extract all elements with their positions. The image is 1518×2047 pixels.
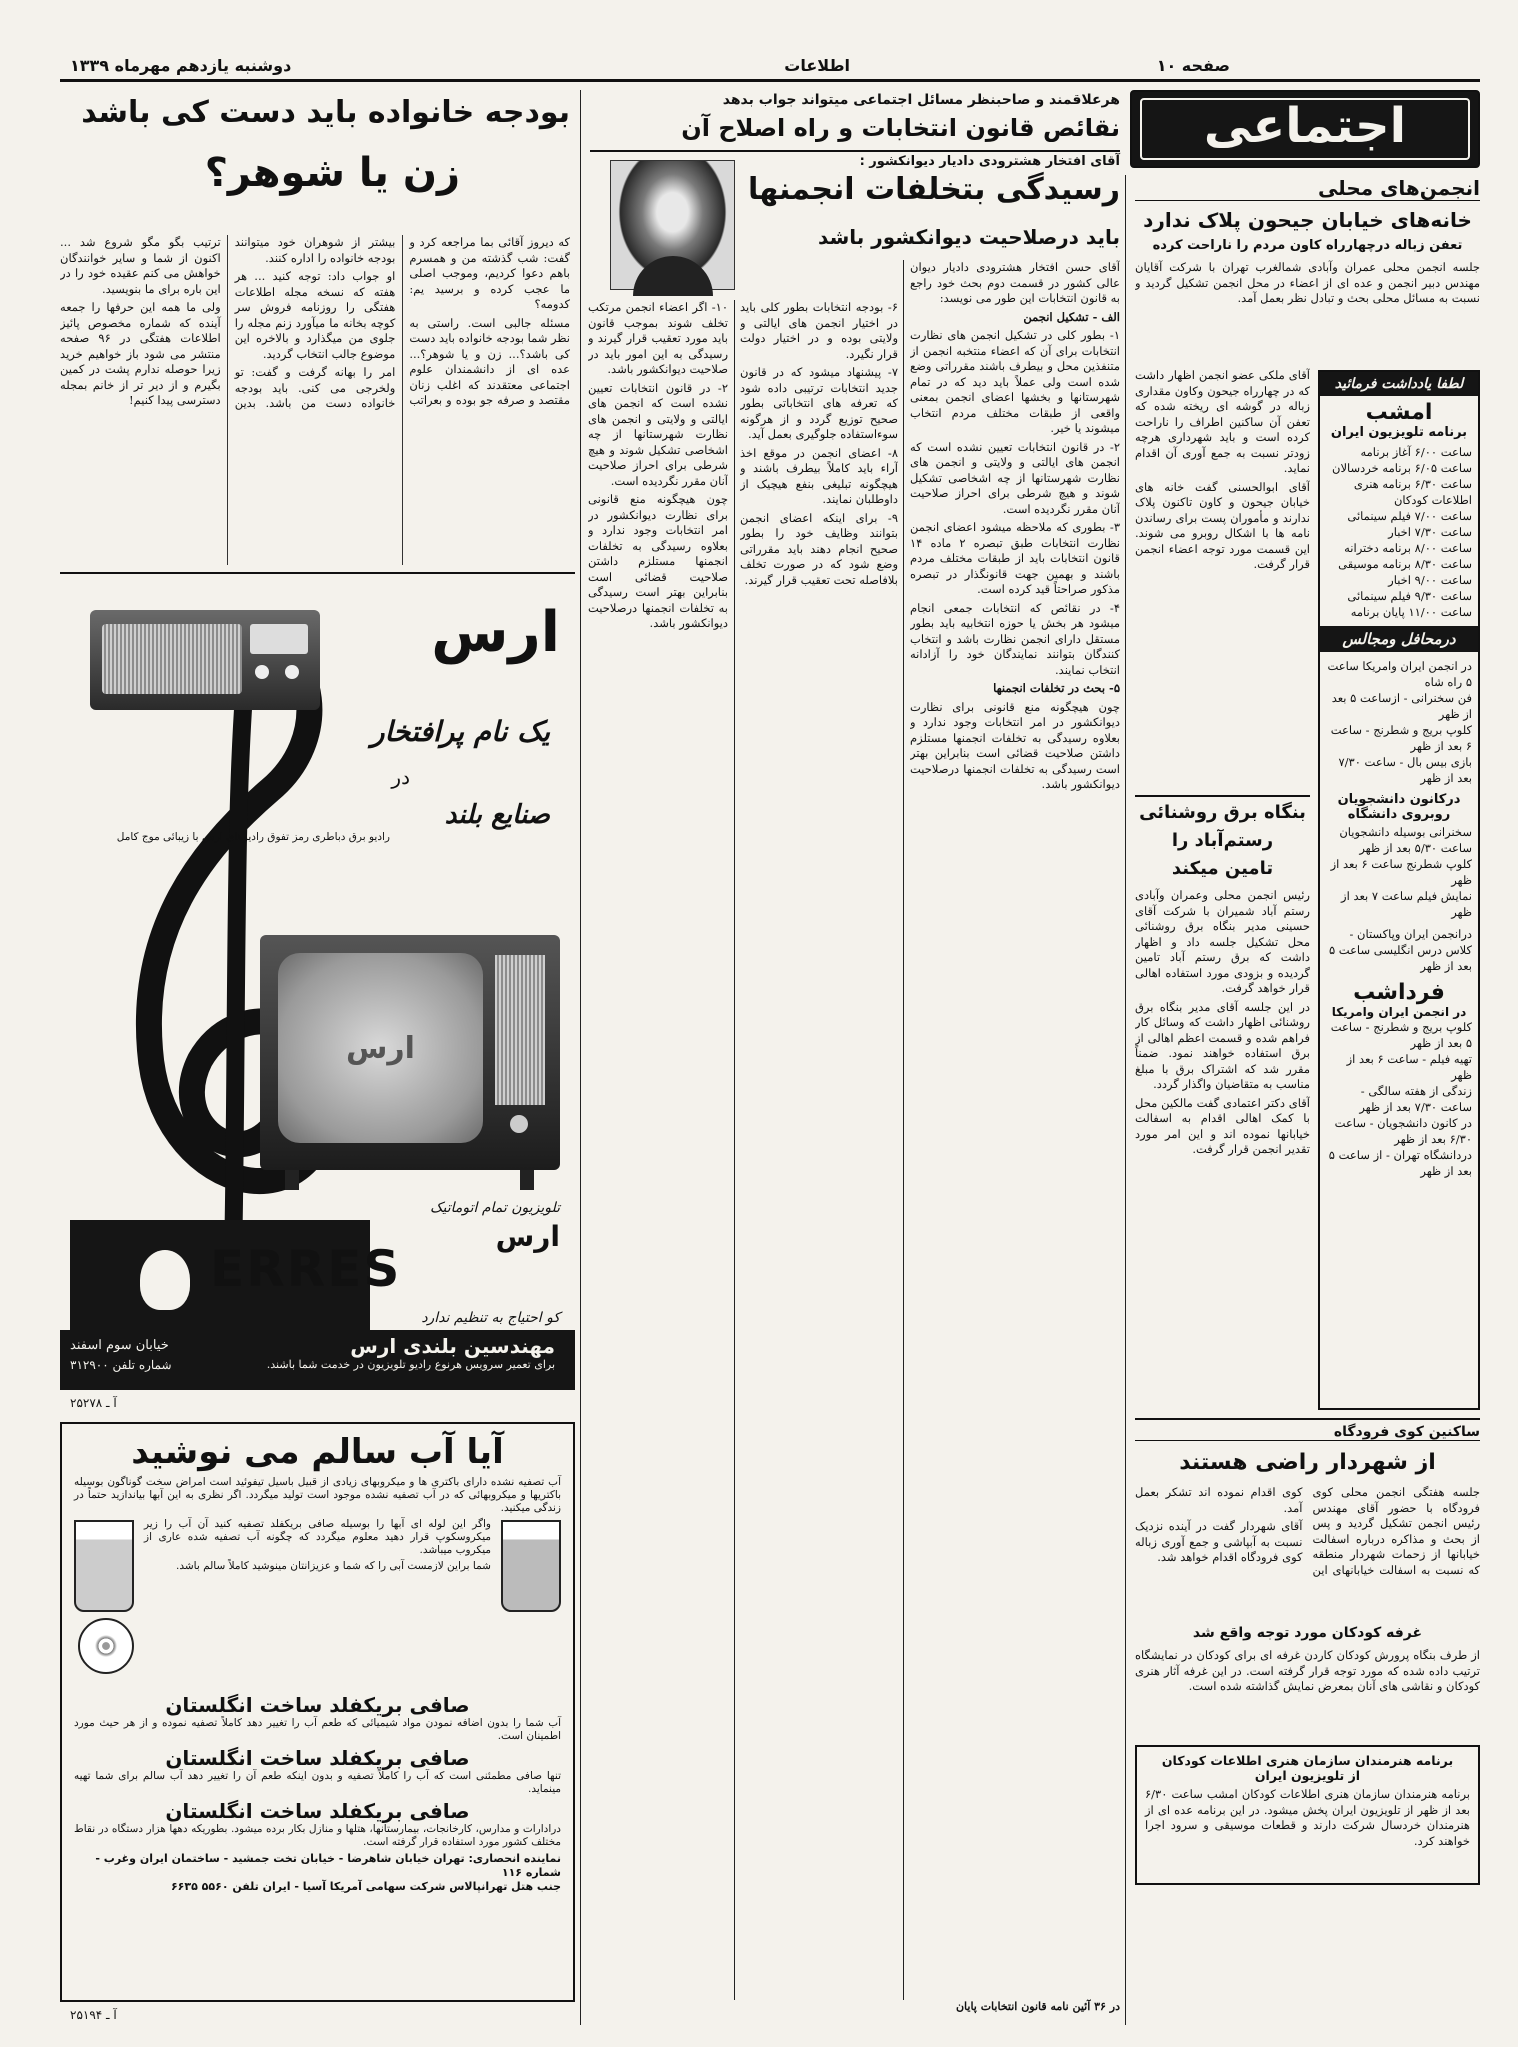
erres-dealer-note: برای تعمیر سرویس هرنوع رادیو تلویزیون در خدمت شما باشند. — [266, 1358, 555, 1371]
erres-ad — [60, 580, 575, 1395]
power-para: آقای دکتر اعتمادی گفت مالکین محل با کمک اهالی اقدام به اسفالت خیابانها نموده اند و این امر مورد تقدیر انجمن قرار گرفت. — [1135, 1095, 1310, 1156]
tv-clubs-list — [1326, 658, 1472, 786]
family-para: امر را بهانه گرفت و گفت: تو ولخرجی می کنی. باید بودجه خانواده دست من باشد. بدین ترتیب بگو مگو شروع شد ... اکنون از شما و سایر خوانندگان خواهش می کنم عقیده خود را در این باره برای ما بنویسید. — [60, 235, 396, 410]
tomorrow-row: کلوپ بریج و شطرنج - ساعت ۵ بعد از ظهر — [1330, 1020, 1472, 1050]
tv-students-title: درکانون دانشجویان روبروی دانشگاه — [1337, 792, 1461, 822]
water-agent: نماینده انحصاری: تهران خیابان شاهرضا - خیابان تخت جمشید - ساختمان ایران وغرب - شماره ۱۱۶ — [95, 1852, 561, 1879]
lead-para: ۹- برای اینکه اعضای انجمن بتوانند وظایف خود را بطور صحیح انجام دهند باید مقرراتی وضع شود که در صورت تخلف بلافاصله تحت تعقیب قرار گیرند. — [740, 510, 898, 587]
power-title3: تامین میکند — [1171, 858, 1274, 879]
local-heading: انجمن‌های محلی — [1135, 176, 1480, 201]
lead-para: ۳- بطوری که ملاحظه میشود اعضای انجمن نظارت انتخابات طبق تبصره ۲ ماده ۱۴ قانون انتخابات باید از طبقات مختلف مردم باشند و بهمین جهت قانونگذار در تبصره مذکور صراحتاً قید کرده است. — [910, 520, 1120, 596]
tomorrow-row: در کانون دانشجویان - ساعت ۶/۳۰ بعد از ظهر — [1334, 1116, 1472, 1146]
tv-program-row: ساعت ۸/۳۰ برنامه موسیقی — [1338, 557, 1472, 571]
club-row: بازی بیس بال - ساعت ۷/۳۰ بعد از ظهر — [1338, 755, 1472, 785]
tv-clubs-title: درمحافل ومجالس — [1320, 626, 1478, 652]
kids-tv-box — [1135, 1745, 1480, 1885]
kids-title: غرفه کودکان مورد توجه واقع شد — [1192, 1625, 1423, 1641]
masthead-date: دوشنبه یازدهم مهرماه ۱۳۳۹ — [70, 56, 292, 75]
erres-brand-fa: ارس — [431, 600, 560, 665]
club-row: فن سخنرانی - ازساعت ۵ بعد از ظهر — [1331, 691, 1472, 721]
tv-tomorrow-list — [1326, 1019, 1472, 1179]
erres-address: خیابان سوم اسفند — [70, 1338, 169, 1353]
lead-para: آقای حسن افتخار هشترودی دادیار دیوان عالی کشور در قسمت دوم بحث خود راجع به قانون انتخابات این طور می نویسد: — [910, 260, 1120, 305]
section-title: اجتماعی — [1203, 98, 1407, 154]
lead-title1: رسیدگی بتخلفات انجمنها — [747, 172, 1120, 207]
tv-brand: ارس — [495, 1220, 560, 1253]
tv-program-row: ساعت ۸/۰۰ برنامه دخترانه — [1344, 541, 1472, 555]
masthead-paper: اطلاعات — [784, 56, 850, 75]
water-product: صافی بریکفلد ساخت انگلستان — [165, 1693, 470, 1717]
tv-program-box — [1318, 370, 1480, 1410]
lead-para: ۸- اعضای انجمن در موقع اخذ آراء باید کاملاً بیطرف باشند و هیچگونه تبلیغی بنفع هیچیک از داوطلبان نمایند. — [740, 445, 898, 506]
kids-tv-title1: برنامه هنرمندان سازمان هنری اطلاعات کودکان — [1161, 1753, 1454, 1768]
bird-icon — [140, 1250, 190, 1310]
local-body-cont — [1135, 368, 1310, 788]
tv-program-row: ساعت ۶/۰۰ آغاز برنامه — [1360, 445, 1472, 459]
water-body: شما براین لازمست آبی را که شما و عزیزانتان مینوشید کاملاً سالم باشد. — [176, 1560, 491, 1572]
tv-program-row: ساعت ۹/۰۰ اخبار — [1388, 573, 1472, 587]
masthead — [60, 52, 1480, 82]
power-title2: رستم‌آباد را — [1171, 830, 1274, 851]
water-body: درادارات و مدارس، کارخانجات، بیمارستانها، هتلها و منازل بکار برده میشود. بطوریکه دهها هزار دستگاه در نقاط مختلف کشور مورد استفاده قرار گرفته است. — [74, 1823, 561, 1848]
family-headline2: زن یا شوهر؟ — [204, 150, 460, 196]
author-portrait — [610, 160, 735, 290]
tv-screen-label: ارس — [346, 1031, 415, 1066]
family-body — [60, 235, 570, 565]
tv-box-title: لطفا یادداشت فرمائید — [1320, 372, 1478, 396]
erres-brand-en: ERRES — [210, 1240, 402, 1298]
water-ad-code: آ ـ ۲۵۱۹۴ — [70, 2008, 117, 2022]
water-ad — [60, 1422, 575, 2002]
tv-program-row: ساعت ۹/۳۰ فیلم سینمائی — [1347, 589, 1472, 603]
student-row: سخنرانی بوسیله دانشجویان ساعت ۵/۳۰ بعد از ظهر — [1339, 825, 1472, 855]
glass-illustration — [74, 1520, 134, 1612]
lead-body-right — [910, 260, 1120, 2000]
mayor-title: از شهردار راضی هستند — [1179, 1450, 1436, 1475]
tv-program-row: ساعت ۱۱/۰۰ پایان برنامه — [1350, 605, 1472, 619]
lead-body-far — [588, 300, 728, 1980]
local-para: آقای ملکی عضو انجمن اظهار داشت که در چهارراه جیحون وکاون مقداری زباله در گوشه ای ریخته شده که تعفن آن ساکنین اطراف را ناراحت کرده است و باید شهرداری هرچه زودتر نسبت به جمع آوری آن اقدام نماید. — [1135, 368, 1310, 475]
local-para: جلسه انجمن محلی عمران وآبادی شمالغرب تهران با شرکت آقایان مهندس دبیر انجمن و عده ای از اعضاء در محل انجمن تشکیل گردید و نسبت به مسائل محلی بحث و تبادل نظر بعمل آمد. — [1135, 260, 1480, 305]
section-banner — [1130, 90, 1480, 168]
tv-program-title: برنامه تلویزیون ایران — [1330, 425, 1468, 440]
water-product: صافی بریکفلد ساخت انگلستان — [165, 1799, 470, 1823]
water-headline: آیا آب سالم می نوشید — [131, 1432, 504, 1472]
radio-illustration — [90, 610, 320, 710]
radio-caption: رادیو برق دباطری رمز تفوق رادیوهای ارس با زیبائی موج کامل — [116, 831, 390, 843]
power-title1: بنگاه برق روشنائی — [1139, 802, 1306, 823]
lead-para: ۷- پیشنهاد میشود که در قانون جدید انتخابات ترتیبی داده شود که تعرفه های انتخاباتی بطور صحیح توزیع گردد و از هرگونه سوءاستفاده جلوگیری بعمل آید. — [740, 365, 898, 441]
water-product: صافی بریکفلد ساخت انگلستان — [165, 1746, 470, 1770]
local-para: آقای ابوالحسنی گفت خانه های خیابان جیحون و کاون تاکنون پلاک ندارند و مأموران پست برای رساندن نامه ها با اشکال روبرو می شوند. این قسمت مورد توجه اعضاء انجمن قرار گرفت. — [1135, 479, 1310, 571]
erres-phone: شماره تلفن ۳۱۲۹۰۰ — [70, 1358, 172, 1372]
water-body: آب شما را بدون اضافه نمودن مواد شیمیائی که طعم آب را تغییر دهد کاملاً تصفیه نموده و از هر حیث مورد اطمینان است. — [74, 1717, 561, 1742]
mayor-para: آقای شهردار گفت در آینده نزدیک نسبت به آبپاشی و جمع آوری زباله کوی فرودگاه اقدام خواهد شد. — [1135, 1519, 1303, 1564]
mayor-body — [1135, 1485, 1480, 1615]
tv-tomorrow: فرداشب — [1353, 980, 1445, 1005]
family-headline1: بودجه خانواده باید دست کی باشد — [81, 95, 570, 130]
lead-para: ۲- در قانون انتخابات تعیین نشده است که انجمن های ایالتی و ولایتی و انجمن های نظارت شهرستانها از چه اشخاصی تشکیل شوند و هیچ شرطی برای احراز صلاحیت آنان مقرر نگردیده است. — [588, 380, 728, 488]
tv-iranpak: درانجمن ایران وپاکستان - کلاس درس انگلیسی ساعت ۵ بعد از ظهر — [1328, 927, 1472, 973]
tv-program-row: ساعت ۷/۳۰ اخبار — [1388, 525, 1472, 539]
kids-para: از طرف بنگاه پرورش کودکان کاردن غرفه ای برای کودکان در نمایشگاه ترتیب داده شده که مورد توجه قرار گرفته است. در این غرفه آثار هنری کودکان و نقاشی های آنان بمعرض نمایش گذاشته شده است. — [1135, 1648, 1480, 1693]
lead-subhead: ۵- بحث در تخلفات انجمنها — [993, 681, 1120, 695]
lead-body-left — [740, 300, 898, 1980]
glass-illustration — [501, 1520, 561, 1612]
lead-continued: در ۳۶ آئین نامه قانون انتخابات پایان — [955, 2000, 1120, 2013]
family-para: که دیروز آقائی بما مراجعه کرد و گفت: شب گذشته من و همسرم باهم دعوا کردیم، وموجب اصلی ما عجب کرده و برسید یم: کدومه؟ — [409, 235, 570, 311]
power-body — [1135, 888, 1310, 1388]
lead-para: چون هیچگونه منع قانونی برای نظارت دیوانکشور در امر انتخابات وجود ندارد و بعلاوه رسیدگی به تخلفات انجمنها مستلزم داشتن صلاحیت قضائی است بنابراین بهتر است رسیدگی به تخلفات انجمنها درصلاحیت دیوانکشور باشد. — [910, 699, 1120, 791]
water-body: واگر این لوله ای آبها را بوسیله صافی بریکفلد تصفیه کنید آن آب را زیر میکروسکوپ قرار دهید معلوم میگردد که چگونه آب تصفیه شده عاری از میکروب میباشد. — [144, 1518, 491, 1556]
tomorrow-row: زندگی از هفته سالگی - ساعت ۷/۳۰ بعد از ظهر — [1359, 1084, 1472, 1114]
lead-kicker: هرعلاقمند و صاحبنظر مسائل اجتماعی میتواند جواب بدهد — [722, 92, 1120, 108]
lead-subhead: الف - تشکیل انجمن — [1023, 309, 1120, 324]
lead-byline: آقای افتخار هشترودی دادیار دیوانکشور : — [859, 154, 1120, 169]
lead-headline: نقائص قانون انتخابات و راه اصلاح آن — [681, 114, 1120, 142]
lead-para: ۲- در قانون انتخابات تعیین نشده است که انجمن های ایالتی و ولایتی و انجمن های نظارت شهرستانها از چه اشخاصی تشکیل شوند و هیچ شرطی برای احراز صلاحیت آنان مقرر نگردیده است. — [910, 439, 1120, 516]
lead-para: ۴- در نقائص که انتخابات جمعی انجام میشود هر بخش یا حوزه انتخابیه باید بطور مستقل دارای انجمن نظارت باشد و انتخاب کنندگان بتوانند نمایندگان خود را آزادانه انتخاب نمایند. — [910, 600, 1120, 677]
local-body — [1135, 260, 1480, 365]
tomorrow-row: تهیه فیلم - ساعت ۶ بعد از ظهر — [1346, 1052, 1472, 1082]
tv-illustration — [260, 935, 560, 1170]
student-row: کلوپ شطرنج ساعت ۶ بعد از ظهر — [1330, 857, 1472, 887]
mayor-para: جلسه هفتگی انجمن محلی کوی فرودگاه با حضور آقای مهندس رئیس انجمن تشکیل گردید و پس از بحث و مذاکره درباره اسفالت خیابانها از زحمات شهردار منطقه که نسبت به اسفالت خیابانهای این کوی اقدام نموده اند تشکر بعمل آمد. — [1135, 1485, 1480, 1577]
tv-program-list — [1326, 444, 1472, 620]
local-subtitle: تعفن زباله درچهارراه کاون مردم را ناراحت کرده — [1152, 238, 1463, 253]
local-title: خانه‌های خیابان جیحون پلاک ندارد — [1143, 208, 1472, 232]
tv-program-row: ساعت ۶/۰۵ برنامه خردسالان — [1332, 461, 1472, 475]
lead-title2: باید درصلاحیت دیوانکشور باشد — [818, 225, 1120, 249]
water-body: آب تصفیه نشده دارای باکتری ها و میکروبهای زیادی از قبیل باسیل تیفوئید است امراض سخت گوناگون بوسیله باکتریها و میکروبهائی که در آب تصفیه نشده موجود است تولید میگردد. اگر نظری به این آبها بیاندازید حتماً در زندگی میکنید. — [74, 1476, 561, 1514]
kids-body — [1135, 1648, 1480, 1738]
tv-tomorrow-sub: در انجمن ایران وامریکا — [1331, 1005, 1467, 1019]
water-body: تنها صافی مطمئنی است که آب را کاملاً تصفیه و بدون اینکه طعم آن را تغییر دهد آب سالم برای شما تهیه مینماید. — [74, 1770, 561, 1795]
lead-para: ۱۰- اگر اعضاء انجمن مرتکب تخلف شوند بموجب قانون باید مورد تعقیب قرار گیرند و رسیدگی به این امور باید در صلاحیت دیوانکشور باشد. — [588, 300, 728, 376]
lead-para: ۱- بطور کلی در تشکیل انجمن های نظارت انتخابات برای آن که اعضاء منتخبه انجمن از متنفذین محل و بیطرف باشند مقرراتی وضع شده است ولی عملاً باید دید که در تمام شهرستانها و بخشها اعضای انجمن بمعنی واقعی از طبقات مختلف مردم انتخاب میشوند یا خیر. — [910, 328, 1120, 435]
kids-tv-title2: از تلویزیون ایران — [1254, 1768, 1361, 1783]
tv-program-row: ساعت ۶/۳۰ برنامه هنری اطلاعات کودکان — [1353, 477, 1472, 507]
kids-tv-para: برنامه هنرمندان سازمان هنری اطلاعات کودکان امشب ساعت ۶/۳۰ بعد از ظهر از تلویزیون ایران پخش میشود. در این برنامه عده ای از هنرمندان خردسال شرکت دارند و قطعات موسیقی و سرود اجرا خواهند کرد. — [1145, 1787, 1470, 1848]
power-para: رئیس انجمن محلی وعمران وآبادی رستم آباد شمیران با شرکت آقای حسینی مدیر بنگاه برق روشنائی محل تشکیل جلسه داد و اظهار داشت که برق رستم آباد تامین گردیده و بزودی مورد استفاده اهالی قرار خواهد گرفت. — [1135, 888, 1310, 995]
erres-tagline: کو احتیاج به تنظیم ندارد — [421, 1310, 560, 1326]
lead-para: ۶- بودجه انتخابات بطور کلی باید در اختیار انجمن های ایالتی و ولایتی بوده و در اختیار دولت قرار نگیرد. — [740, 300, 898, 361]
family-para: ولی ما همه این حرفها را جمعه آینده که شماره مخصوص پائیز اطلاعات هفتگی در ۹۶ صفحه منتشر می شود باز خواهیم خرید زیرا حوصله ندارم پشت در کمین بگیرم و از دیر تر از خانم بمجله دسترسی پیدا کنیم! — [60, 300, 221, 407]
tv-program-row: ساعت ۷/۰۰ فیلم سینمائی — [1347, 509, 1472, 523]
mayor-heading: ساکنین کوی فرودگاه — [1135, 1424, 1480, 1441]
family-para: او جواب داد: توجه کنید ... هر هفته که نسخه مجله اطلاعات هفتگی را روزنامه فروش سر کوچه بخانه ما میآورد زنم مجله را جلوی من میگذارد و بالاخره این موضوع جالب انتخاب گردید. — [234, 269, 396, 361]
erres-slogan2: در — [391, 765, 410, 789]
microscope-view — [78, 1618, 134, 1674]
erres-ad-code: آ ـ ۲۵۲۷۸ — [70, 1396, 117, 1410]
water-phone: جنب هتل تهرانپالاس شرکت سهامی آمریکا آسیا - ایران تلفن ۵۵۶۰ ۶۶۳۵ — [170, 1880, 561, 1893]
power-para: در این جلسه آقای مدیر بنگاه برق روشنائی اظهار داشت که وسائل کار فراهم شده و قسمت اعظم اهالی از برق استفاده خواهند نمود. ضمناً مقرر شد که اشتراک برق با مبلغ مناسب به متقاضیان واگذار گردد. — [1135, 999, 1310, 1091]
tomorrow-row: دردانشگاه تهران - از ساعت ۵ بعد از ظهر — [1328, 1148, 1472, 1178]
masthead-page: صفحه ۱۰ — [1156, 56, 1230, 75]
club-row: کلوپ بریج و شطرنج - ساعت ۶ بعد از ظهر — [1330, 723, 1472, 753]
tv-caption: تلویزیون تمام اتوماتیک — [429, 1200, 560, 1216]
family-para: مسئله جالبی است. راستی به نظر شما بودجه خانواده باید دست کی باشد؟... زن و یا شوهر؟... عده ای از دانشمندان علوم اجتماعی معتقدند که اغلب زنان مقتصد و صرفه جو بوده و بعراتب بیشتر از شوهران خود میتوانند بودجه خانواده را اداره کنند. — [234, 235, 570, 407]
tv-students-list — [1326, 824, 1472, 920]
student-row: نمایش فیلم ساعت ۷ بعد از ظهر — [1341, 889, 1472, 919]
club-row: در انجمن ایران وامریکا ساعت ۵ راه شاه — [1327, 659, 1472, 689]
erres-dealer-name: مهندسین بلندی ارس — [350, 1334, 555, 1358]
tv-tonight: امشب — [1365, 400, 1433, 425]
lead-para: چون هیچگونه منع قانونی برای نظارت دیوانکشور در امر انتخابات وجود ندارد و بعلاوه رسیدگی به تخلفات انجمنها مستلزم داشتن صلاحیت قضائی است بنابراین بهتر است رسیدگی به تخلفات انجمنها درصلاحیت دیوانکشور باشد. — [588, 492, 728, 630]
erres-slogan1: یک نام پرافتخار — [371, 715, 550, 748]
erres-slogan3: صنایع بلند — [444, 800, 550, 830]
